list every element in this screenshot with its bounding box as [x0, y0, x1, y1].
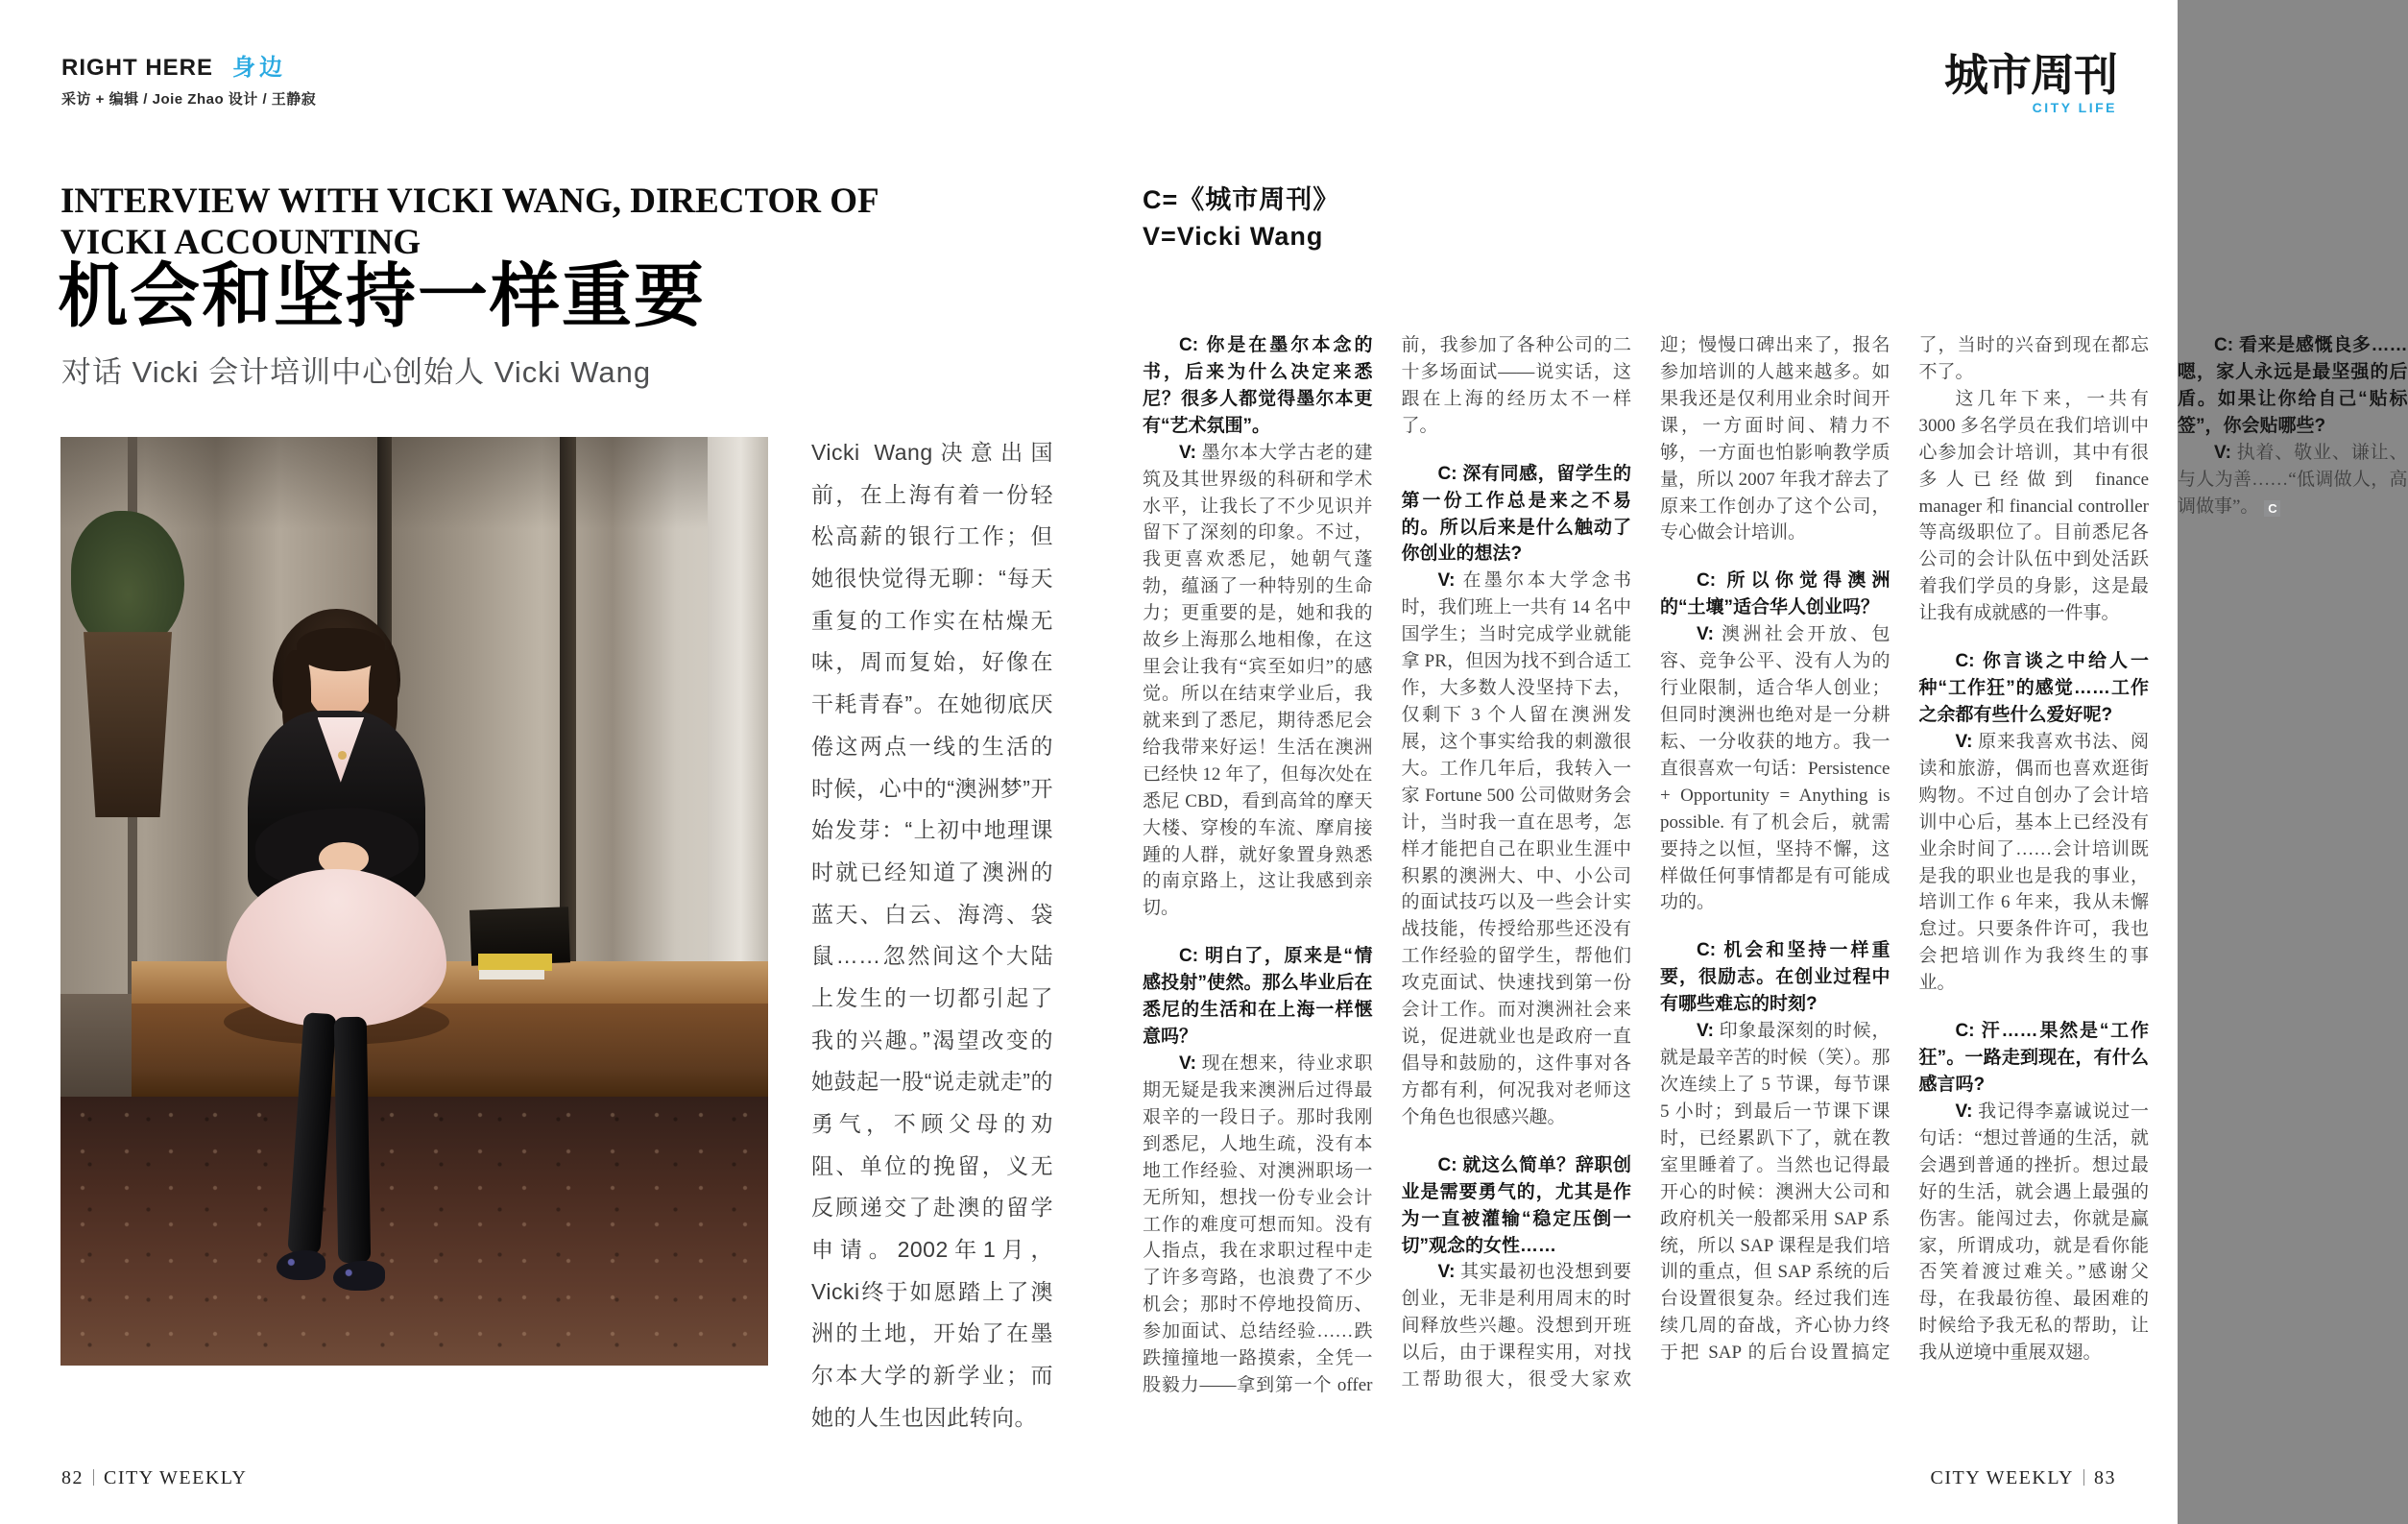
answer-paragraph: V: 原来我喜欢书法、阅读和旅游，偶而也喜欢逛街购物。不过自创办了会计培训中心后，基本上已经没有业余时间了……会计培训既是我的职业也是我的事业，培训工作 6 年来，我从未懈怠过。只要条件许可，我也会把培训作为我终生的事业。	[1918, 731, 2149, 994]
magazine-logo	[1944, 51, 2117, 115]
photo-stairs-reflection	[563, 660, 697, 817]
answer-paragraph: V: 现在想来，待业求职期无疑是我来澳洲后过得最艰辛的一段日子。那时我刚到悉尼，人地生疏，没有本地工作经验、对澳洲职场一无所知，想找一份专业会计工作的难度可想而知。没有人指点，我在求职过程中走了许多弯路，也浪费了不少机会；那时不停地投简历、参加面试、总结经验……跌跌撞撞地一路摸索，全凭一股毅力——拿到第一个 offer 前，我参加了各种公司的二十多场面试——说实话，这跟在上海的经历太不一样了。	[1143, 335, 1631, 1396]
magazine-name: CITY WEEKLY	[1930, 1467, 2074, 1488]
photo-white-column	[708, 437, 768, 1013]
answer-paragraph: V: 印象最深刻的时候，就是最辛苦的时候（笑）。那次连续上了 5 节课，每节课 5 小时；到最后一节课下课时，已经累趴下了，就在教室里睡着了。当然也记得最开心的时候：澳洲大公司和政府机关一般都采用 SAP 系统，所以 SAP 课程是我们培训的重点，但 SAP 系统的后台设置很复杂。经过我们连续几周的奋战，齐心协力终于把 SAP 的后台设置搞定了，当时的兴奋到现在都忘不了。	[1660, 335, 2149, 1364]
article-subtitle: 对话 Vicki 会计培训中心创始人 Vicki Wang	[61, 355, 652, 389]
question-paragraph: C: 明白了，原来是“情感投射”使然。那么毕业后在悉尼的生活和在上海一样惬意吗？	[1143, 946, 1373, 1048]
article-photo	[60, 437, 768, 1366]
article-title: 机会和坚持一样重要	[58, 257, 706, 335]
legend-line-c: C=《城市周刊》	[1143, 185, 1340, 214]
article-end-mark: C	[2264, 500, 2280, 517]
question-paragraph: C: 你言谈之中给人一种“工作狂”的感觉……工作之余都有些什么爱好呢?	[1918, 651, 2149, 725]
answer-paragraph: V: 墨尔本大学古老的建筑及其世界级的科研和学术水平，让我长了不少见识并留下了深刻的印象。不过，我更喜欢悉尼，她朝气蓬勃，蕴涵了一种特别的生命力；更重要的是，她和我的故乡上海那么地相像，在这里会让我有“宾至如归”的感觉。所以在结束学业后，我就来到了悉尼，期待悉尼会给我带来好运！生活在澳洲已经快 12 年了，但每次处在悉尼 CBD，看到高耸的摩天大楼、穿梭的车流、摩肩接踵的人群，就好象置身熟悉的南京路上，这让我感到亲切。	[1143, 442, 1373, 919]
magazine-logo-cn: 城市周刊	[1944, 51, 2117, 100]
question-paragraph: C: 机会和坚持一样重要，很励志。在创业过程中有哪些难忘的时刻?	[1660, 940, 1890, 1015]
photo-person-shoe	[277, 1250, 326, 1280]
footer-divider	[93, 1469, 94, 1486]
section-title-cn: 身边	[232, 55, 287, 81]
footer-left	[61, 1467, 247, 1489]
page-number: 83	[2094, 1467, 2116, 1488]
legend-line-v: V=Vicki Wang	[1143, 221, 1324, 251]
magazine-logo-en: CITY LIFE	[2032, 100, 2117, 115]
question-paragraph: C: 看来是感慨良多……嗯，家人永远是最坚强的后盾。如果让你给自己“贴标签”，你会贴哪些?	[2178, 335, 2408, 436]
article-intro: Vicki Wang决意出国前，在上海有着一份轻松高薪的银行工作；但她很快觉得无聊：“每天重复的工作实在枯燥无味，周而复始，好像在干耗青春”。在她彻底厌倦这两点一线的生活的时候，心中的“澳洲梦”开始发芽：“上初中地理课时就已经知道了澳洲的蓝天、白云、海湾、袋鼠……忽然间这个大陆上发生的一切都引起了我的兴趣。”渴望改变的她鼓起一股“说走就走”的勇气，不顾父母的劝阻、单位的挽留，义无反顾递交了赴澳的留学申请。2002年1月，Vicki终于如愿踏上了澳洲的土地，开始了在墨尔本大学的新学业；而她的人生也因此转向。	[811, 440, 1053, 1430]
question-paragraph: C: 汗……果然是“工作狂”。一路走到现在，有什么感言吗?	[1918, 1021, 2149, 1095]
answer-paragraph: V: 在墨尔本大学念书时，我们班上一共有 14 名中国学生；当时完成学业就能拿 PR，但因为找不到合适工作，大多数人没坚持下去，仅剩下 3 个人留在澳洲发展，这个事实给我的刺激很大。工作几年后，我转入一家 Fortune 500 公司做财务会计，当时我一直在思考，怎样才能把自己在职业生涯中积累的澳洲大、中、小公司的面试技巧以及一些会计实战技能，传授给那些还没有工作经验的留学生，帮他们攻克面试、快速找到第一份会计工作。而对澳洲社会来说，促进就业也是政府一直倡导和鼓励的，这件事对各方都有利，何况我对老师这个角色也很感兴趣。	[1401, 570, 1631, 1127]
page-number: 82	[61, 1467, 84, 1488]
photo-person-pendant	[338, 751, 347, 760]
photo-paper-stack	[479, 970, 544, 980]
interview-columns	[1143, 332, 2408, 1419]
photo-yellow-book	[478, 954, 552, 971]
footer-divider	[2083, 1469, 2084, 1486]
answer-paragraph: V: 执着、敬业、谦让、与人为善……“低调做人，高调做事”。 C	[2178, 442, 2408, 517]
photo-planter	[82, 632, 174, 817]
interview-legend	[1143, 182, 1339, 255]
photo-person-leg	[334, 1017, 371, 1264]
footer-right	[1931, 1467, 2116, 1489]
credits-line: 采访 + 编辑 / Joie Zhao 设计 / 王静寂	[61, 91, 317, 108]
answer-paragraph: V: 澳洲社会开放、包容、竞争公平、没有人为的行业限制，适合华人创业；但同时澳洲也绝对是一分耕耘、一分收获的地方。我一直很喜欢一句话：Persistence + Opportunity = Anything is possible. 有了机会后，就需要持之以恒，坚持不懈，这样做任何事情都是有可能成功的。	[1660, 624, 1890, 913]
answer-paragraph: 这几年下来，一共有 3000 多名学员在我们培训中心参加会计培训，其中有很多人已经做到 finance manager 和 financial controller 等高级职位了。目前悉尼各公司的会计队伍中到处活跃着我们学员的身影，这是最让我有成就感的一件事。	[1918, 388, 2149, 624]
question-paragraph: C: 深有同感，留学生的第一份工作总是来之不易的。所以后来是什么触动了你创业的想法?	[1401, 463, 1631, 565]
photo-plant	[71, 511, 184, 650]
section-title-en: RIGHT HERE	[61, 55, 214, 81]
answer-paragraph: V: 其实最初也没想到要创业，无非是利用周末的时间释放些兴趣。没想到开班以后，由于课程实用，对找工帮助很大，很受大家欢迎；慢慢口碑出来了，报名参加培训的人越来越多。如果我还是仅利用业余时间开课，一方面时间、精力不够，一方面也怕影响教学质量，所以 2007 年我才辞去了原来工作创办了这个公司，专心做会计培训。	[1401, 335, 1890, 1391]
magazine-name: CITY WEEKLY	[104, 1467, 248, 1488]
question-paragraph: C: 就这么简单？辞职创业是需要勇气的，尤其是作为一直被灌输“稳定压倒一切”观念的女性……	[1401, 1154, 1631, 1256]
question-paragraph: C: 所以你觉得澳洲的“土壤”适合华人创业吗？	[1660, 570, 1890, 618]
answer-paragraph: V: 我记得李嘉诚说过一句话：“想过普通的生活，就会遇到普通的挫折。想过最好的生活，就会遇上最强的伤害。能闯过去，你就是赢家，所谓成功，就是看你能否笑着渡过难关。”感谢父母，在我最彷徨、最困难的时候给予我无私的帮助，让我从逆境中重展双翅。	[1918, 1101, 2149, 1364]
question-paragraph: C: 你是在墨尔本念的书，后来为什么决定来悉尼？很多人都觉得墨尔本更有“艺术氛围”。	[1143, 335, 1373, 436]
article-kicker: INTERVIEW WITH VICKI WANG, DIRECTOR OF VICKI ACCOUNTING	[60, 181, 879, 263]
photo-tiled-floor	[60, 1097, 768, 1366]
section-title	[61, 48, 316, 82]
photo-person-shoe	[333, 1261, 384, 1291]
section-header	[61, 48, 316, 109]
